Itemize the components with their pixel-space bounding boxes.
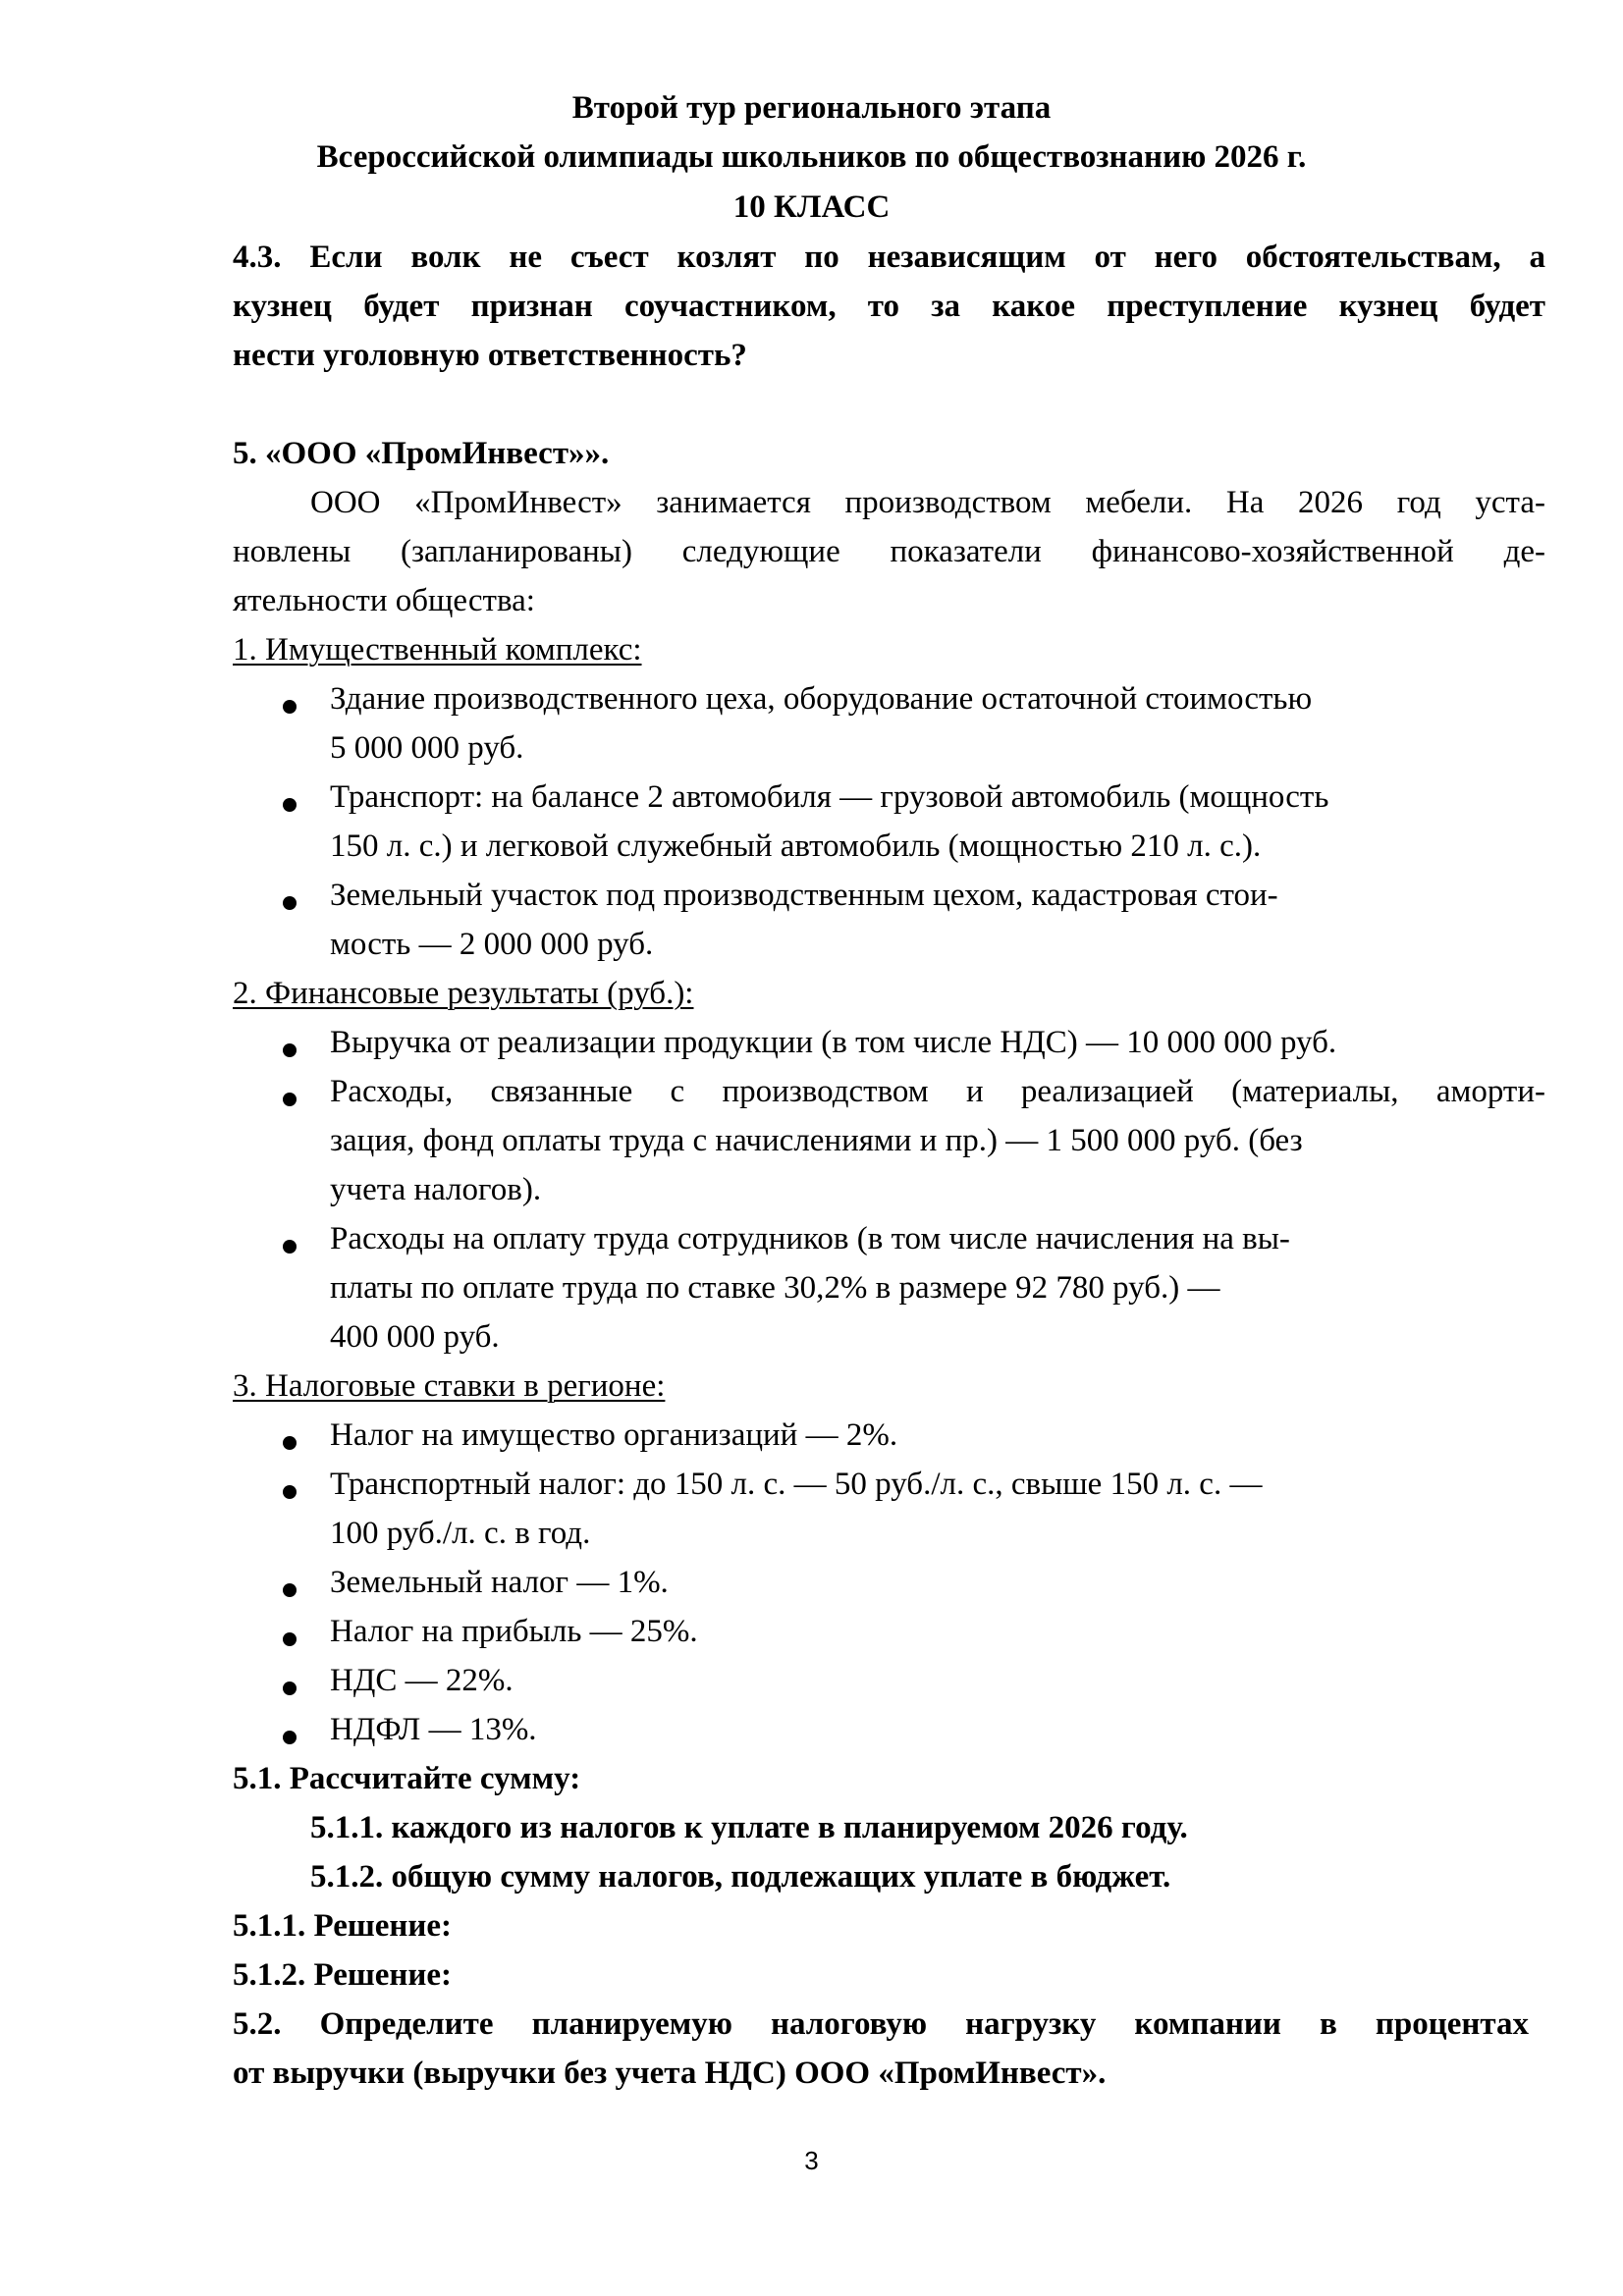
header-grade: 10 КЛАСС [732, 189, 891, 225]
list-item-line: НДС — 22%. [330, 1663, 514, 1698]
section-2-heading: 2. Финансовые результаты (руб.): [233, 976, 694, 1011]
bullet-icon [283, 1731, 297, 1744]
list-item-line: Выручка от реализации продукции (в том числе НДС) — 10 000 000 руб. [330, 1025, 1337, 1060]
header-title-line2: Всероссийской олимпиады школьников по обществознанию 2026 г. [316, 139, 1307, 175]
question-5-1-1: 5.1.1. каждого из налогов к уплате в планируемом 2026 году. [310, 1810, 1188, 1845]
intro-line: ООО «ПромИнвест» занимается производством мебели. На 2026 год уста- [310, 485, 1545, 520]
bullet-icon [283, 1583, 297, 1597]
intro-line: новлены (запланированы) следующие показатели финансово-хозяйственной де- [233, 534, 1545, 569]
page-number: 3 [804, 2146, 819, 2175]
list-item-line: 100 руб./л. с. в год. [330, 1516, 591, 1551]
list-item-line: НДФЛ — 13%. [330, 1712, 537, 1747]
section-1-heading: 1. Имущественный комплекс: [233, 632, 642, 667]
list-item-line: Транспортный налог: до 150 л. с. — 50 руб./л. с., свыше 150 л. с. — [330, 1467, 1263, 1502]
list-item-line: Здание производственного цеха, оборудование остаточной стоимостью [330, 681, 1313, 717]
question-line: нести уголовную ответственность? [233, 338, 747, 373]
bullet-icon [283, 1043, 297, 1057]
list-item-line: платы по оплате труда по ставке 30,2% в размере 92 780 руб.) — [330, 1270, 1220, 1306]
section-3-heading: 3. Налоговые ставки в регионе: [233, 1368, 666, 1404]
bullet-icon [283, 700, 297, 714]
list-item-line: 400 000 руб. [330, 1319, 500, 1355]
list-item-line: Расходы, связанные с производством и реализацией (материалы, аморти- [330, 1074, 1545, 1109]
list-item-line: 150 л. с.) и легковой служебный автомобиль (мощностью 210 л. с.). [330, 828, 1262, 864]
task-5-title: 5. «ООО «ПромИнвест»». [233, 436, 610, 471]
intro-line: ятельности общества: [233, 583, 535, 618]
bullet-icon [283, 1240, 297, 1254]
list-item-line: зация, фонд оплаты труда с начислениями и пр.) — 1 500 000 руб. (без [330, 1123, 1303, 1158]
list-item-line: Транспорт: на балансе 2 автомобиля — грузовой автомобиль (мощность [330, 779, 1329, 815]
list-item-line: Земельный налог — 1%. [330, 1565, 669, 1600]
list-item-line: Налог на имущество организаций — 2%. [330, 1417, 898, 1453]
question-5-1-2: 5.1.2. общую сумму налогов, подлежащих уплате в бюджет. [310, 1859, 1171, 1895]
bullet-icon [283, 1632, 297, 1646]
question-line: кузнец будет признан соучастником, то за какое преступление кузнец будет [233, 289, 1545, 324]
question-line: от выручки (выручки без учета НДС) ООО «ПромИнвест». [233, 2056, 1107, 2091]
bullet-icon [283, 1485, 297, 1499]
bullet-icon [283, 896, 297, 910]
solution-5-1-2-label: 5.1.2. Решение: [233, 1957, 453, 1993]
header-title-line1: Второй тур регионального этапа [571, 90, 1052, 126]
list-item-line: мость — 2 000 000 руб. [330, 927, 654, 962]
list-item-line: учета налогов). [330, 1172, 542, 1207]
question-line: 5.2. Определите планируемую налоговую нагрузку компании в процентах [233, 2006, 1529, 2042]
bullet-icon [283, 1682, 297, 1695]
bullet-icon [283, 1436, 297, 1450]
list-item-line: Расходы на оплату труда сотрудников (в том числе начисления на вы- [330, 1221, 1290, 1256]
solution-5-1-1-label: 5.1.1. Решение: [233, 1908, 453, 1944]
list-item-line: Налог на прибыль — 25%. [330, 1614, 698, 1649]
list-item-line: Земельный участок под производственным цехом, кадастровая стои- [330, 878, 1278, 913]
bullet-icon [283, 1093, 297, 1106]
bullet-icon [283, 798, 297, 812]
question-5-1-title: 5.1. Рассчитайте сумму: [233, 1761, 581, 1796]
list-item-line: 5 000 000 руб. [330, 730, 524, 766]
question-line: 4.3. Если волк не съест козлят по независящим от него обстоятельствам, а [233, 240, 1545, 275]
